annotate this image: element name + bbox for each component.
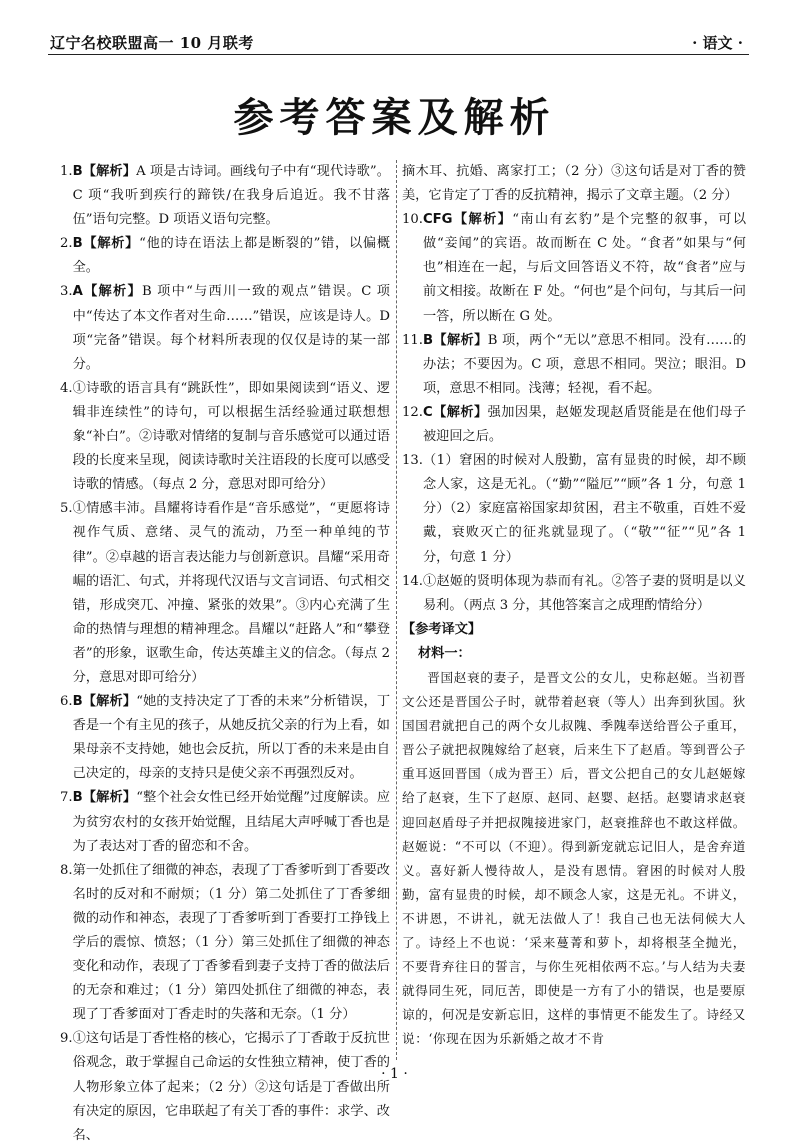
analysis-tag: 【解析】	[82, 790, 137, 806]
analysis-tag: 【解析】	[82, 164, 137, 179]
subject-label: · 语文 ·	[692, 34, 743, 52]
answer-key: C	[422, 404, 433, 420]
answer-text: “他的诗在语法上都是断裂的”错，以偏概全。	[72, 236, 391, 276]
answer-item	[60, 497, 390, 690]
answer-body	[73, 280, 390, 376]
answer-item	[402, 160, 746, 208]
answer-number: 4.	[60, 380, 73, 396]
answer-number: 14.	[402, 573, 423, 589]
exam-name: 辽宁名校联盟高一 10 月联考	[50, 34, 254, 52]
answer-body	[73, 690, 390, 786]
answer-text: 摘木耳、抗婚、离家打工；（2 分）③这句话是对丁香的赞美，它肯定了丁香的反抗精神，揭示了文章主题。（2 分）	[402, 164, 746, 204]
answer-body	[73, 786, 390, 858]
answer-item	[402, 208, 746, 328]
answer-number: 13.	[402, 453, 423, 469]
answer-body	[423, 449, 746, 569]
answer-body	[423, 401, 746, 449]
answer-key: CFG	[422, 212, 453, 228]
answer-number: 1.	[60, 164, 73, 179]
answer-text: 强加因果，赵姬发现赵盾贤能是在他们母子被迎回之后。	[422, 404, 747, 445]
answer-key: B	[72, 236, 83, 252]
answer-number: 2.	[60, 236, 73, 252]
answer-item	[60, 859, 390, 1028]
answer-text: “整个社会女性已经开始觉醒”过度解读。应为贫穷农村的女孩开始觉醒，且结尾大声呼喊丁香也是为了表达对丁香的留恋和不舍。	[72, 790, 391, 854]
answer-item	[60, 786, 390, 858]
answer-key: B	[72, 790, 83, 806]
answer-body	[73, 232, 390, 280]
analysis-tag: 【解析】	[82, 694, 137, 710]
right-column	[402, 160, 746, 1051]
answer-body	[73, 160, 390, 232]
answer-number: 12.	[402, 404, 423, 420]
answer-key: A	[72, 284, 83, 300]
answer-body	[73, 377, 390, 497]
answer-item	[402, 329, 746, 401]
answer-key: B	[72, 694, 83, 710]
answer-item	[60, 1027, 390, 1147]
answer-text: ①赵姬的贤明体现为恭而有礼。②答子妻的贤明是以义易利。（两点 3 分，其他答案言之成理酌情给分）	[422, 573, 746, 613]
answer-text: 第一处抓住了细微的神态，表现了丁香爹听到丁香要改名时的反对和不耐烦；（1 分）第二处抓住了丁香爹细微的动作和神态，表现了丁香爹听到丁香要打工挣钱上学后的震惊、愤怒；（1 分）第三处抓住了细微的神态变化和动作，表现了丁香爹看到妻子支持丁香的做法后的无奈和难过；（1 分）第四处抓住了细微的神态，表现了丁香爹面对丁香走时的失落和无奈。（1 分）	[72, 862, 390, 1023]
answer-number: 5.	[60, 501, 73, 517]
analysis-tag: 【解析】	[82, 284, 142, 300]
answer-key: B	[72, 164, 83, 179]
answer-key: B	[422, 332, 434, 348]
material-heading: 材料一：	[418, 645, 471, 661]
answer-body	[423, 570, 746, 618]
answer-item	[60, 160, 390, 232]
answer-text: “她的支持决定了丁香的未来”分析错误，丁香是一个有主见的孩子，从她反抗父亲的行为上看，如果母亲不支持她，她也会反抗，所以丁香的未来是由自己决定的，母亲的支持只是使父亲不再强烈反对。	[72, 694, 391, 782]
analysis-tag: 【解析】	[432, 404, 488, 420]
answer-number: 7.	[60, 790, 73, 806]
answer-item	[60, 377, 390, 497]
answer-text: B 项中“与西川一致的观点”错误。C 项中“传达了本文作者对生命……”错误，应该是诗人。D 项“完备”错误。每个材料所表现的仅仅是诗的某一部分。	[72, 284, 390, 372]
answer-text: “南山有玄豹”是个完整的叙事，可以做“妾闻”的宾语。故而断在 C 处。“食者”如果与“何也”相连在一起，与后文回答语义不符，故“食者”应与前文相接。故断在 F 处。“何也”是个问句，与其后一问一答，所以断在 G 处。	[422, 212, 747, 324]
answer-text: ①情感丰沛。昌耀将诗看作是“音乐感觉”，“更愿将诗视作气质、意绪、灵气的流动，乃至一种单纯的节律”。②卓越的语言表达能力与创新意识。昌耀“采用奇崛的语汇、句式，并将现代汉语与文言词语、句式相交错，形成突兀、冲撞、紧张的效果”。③内心充满了生命的热情与理想的精神理念。昌耀以“赶路人”和“攀登者”的形象，讴歌生命，传达英雄主义的信念。（每点 2 分，意思对即可给分）	[72, 501, 390, 685]
answer-text: （1）窘困的时候对人殷勤，富有显贵的时候，却不顾念人家，这是无礼。（“勤”“隘厄”“顾”各 1 分，句意 1 分）（2）家庭富裕国家却贫困，君主不敬重，百姓不爱戴，衰败灭亡的征兆就显现了。（“敬”“征”“见”各 1 分，句意 1 分）	[422, 453, 746, 565]
page-header	[48, 30, 749, 55]
reference-heading: 【参考译文】	[402, 621, 482, 637]
answer-body	[73, 859, 390, 1028]
answer-item	[60, 280, 390, 376]
answer-item	[402, 401, 746, 449]
answer-item	[402, 570, 746, 618]
answer-body	[423, 329, 746, 401]
answer-item	[60, 232, 390, 280]
answer-text: A 项是古诗词。画线句子中有“现代诗歌”。C 项“我听到疾行的蹄铁/在我身后追近。我不甘落伍”语句完整。D 项语义语句完整。	[72, 164, 390, 228]
page-number: · 1 ·	[381, 1066, 408, 1082]
answer-body	[423, 208, 746, 328]
answer-number: 9.	[60, 1031, 73, 1047]
analysis-tag: 【解析】	[452, 212, 513, 228]
answer-body	[402, 160, 746, 208]
answer-number: 3.	[60, 284, 73, 300]
answer-number: 6.	[60, 694, 73, 710]
column-divider	[396, 160, 397, 1060]
answer-body	[73, 497, 390, 690]
answer-item	[60, 690, 390, 786]
left-column	[60, 160, 390, 1148]
analysis-tag: 【解析】	[433, 332, 488, 348]
answer-number: 8.	[60, 862, 73, 878]
answer-body	[73, 1027, 390, 1147]
page-title: 参考答案及解析	[233, 95, 556, 141]
answer-item	[402, 449, 746, 569]
analysis-tag: 【解析】	[82, 236, 140, 252]
answer-number: 11.	[402, 332, 423, 348]
reference-translation: 晋国赵衰的妻子，是晋文公的女儿，史称赵姬。当初晋文公还是晋国公子时，就带着赵衰（等人）出奔到狄国。狄国国君就把自己的两个女儿叔隗、季隗奉送给晋公子重耳，晋公子就把叔隗嫁给了赵衰，后来生下了赵盾。等到晋公子重耳返回晋国（成为晋王）后，晋文公把自己的女儿赵姬嫁给了赵衰，生下了赵原、赵同、赵婴、赵括。赵婴请求赵衰迎回赵盾母子并把叔隗接进家门，赵衰推辞也不敢这样做。赵姬说：“不可以（不迎）。得到新宠就忘记旧人，是舍弃道义。喜好新人慢待故人，是没有恩情。窘困的时候对人殷勤，富有显贵的时候，却不顾念人家，这是无礼。不讲义，不讲恩，不讲礼，就无法做人了！我自己也无法伺候大人了。诗经上不也说：‘采来蔓菁和萝卜，却将根茎全抛光，不要背弃往日的誓言，与你生死相依两不忘。’与人结为夫妻就得同生死，同厄苦，即使是一方有了小的错误，也是要原谅的，何况是安新忘旧，这样的事情更不能发生了。诗经又说：‘你现在因为乐新婚之故才不肯	[402, 669, 746, 1047]
answer-text: ①诗歌的语言具有“跳跃性”，即如果阅读到“语义、逻辑非连续性”的诗句，可以根据生活经验通过联想想象“补白”。②诗歌对情绪的复制与音乐感觉可以通过语段的长度来呈现，阅读诗歌时关注语段的长度可以感受诗歌的情感。（每点 2 分，意思对即可给分）	[72, 380, 390, 493]
answer-text: B 项，两个“无以”意思不相同。没有……的办法；不要因为。C 项，意思不相同。哭泣；眼泪。D 项，意思不相同。浅薄；轻视，看不起。	[422, 332, 747, 396]
answer-text: ①这句话是丁香性格的核心，它揭示了丁香敢于反抗世俗观念，敢于掌握自己命运的女性独立精神，使丁香的人物形象立体了起来；（2 分）②这句话是丁香做出所有决定的原因，它串联起了有关丁香的事件：求学、改名、	[72, 1031, 390, 1143]
answer-number: 10.	[402, 212, 423, 228]
